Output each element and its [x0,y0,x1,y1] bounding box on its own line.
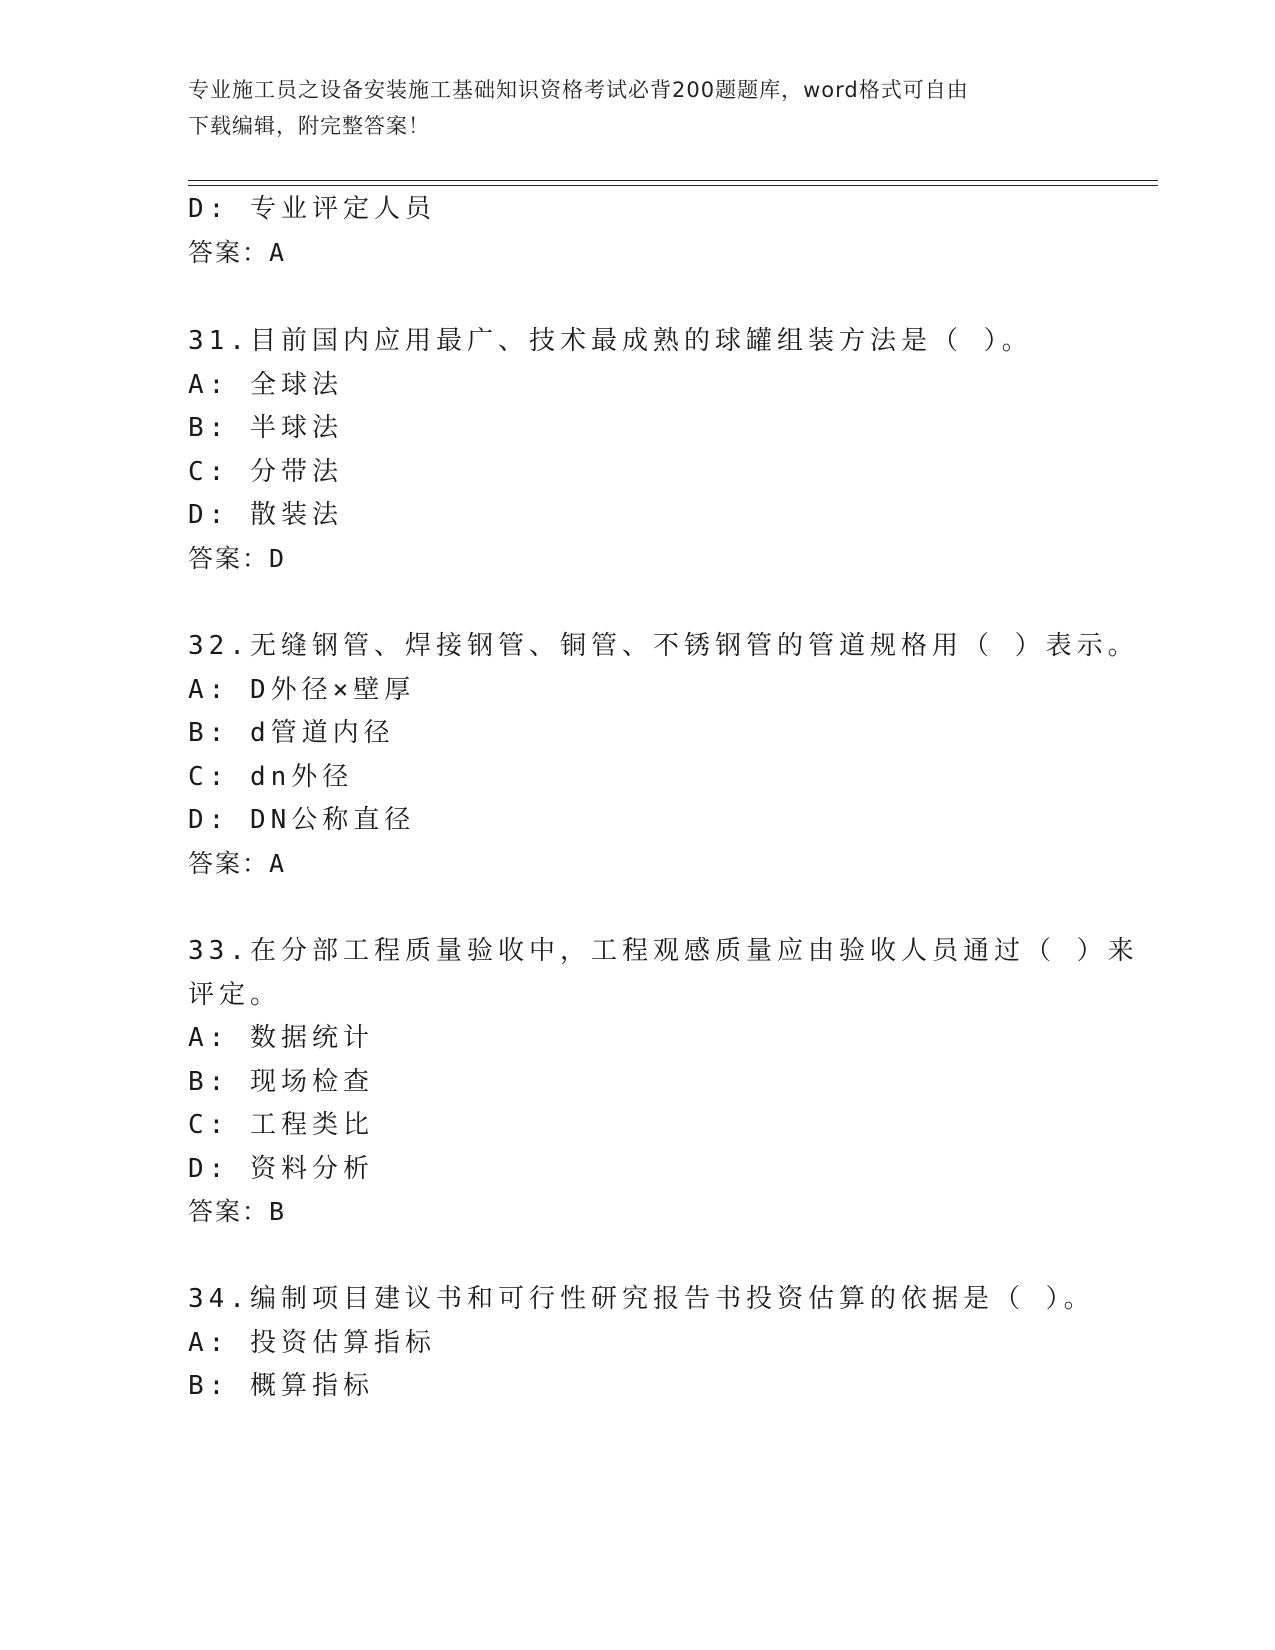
answer-label: 答案： [188,544,270,573]
answer-value: A [269,238,285,267]
question-33-answer [188,1195,284,1229]
answer-label: 答案： [188,849,270,878]
question-34-option-a: A: 投资估算指标 [188,1328,436,1358]
question-31-option-a: A: 全球法 [188,370,343,400]
question-33-stem-line-1: 33.在分部工程质量验收中，工程观感质量应由验收人员通过（ ）来 [188,936,1139,966]
question-31-stem: 31.目前国内应用最广、技术最成熟的球罐组装方法是（ ）。 [188,326,1033,356]
question-32-option-b: B: d管道内径 [188,718,395,748]
question-33-stem-line-2: 评定。 [188,980,282,1010]
question-33-option-b: B: 现场检查 [188,1067,374,1097]
question-32-answer [188,847,284,881]
prev-answer [188,236,284,270]
question-32-stem: 32.无缝钢管、焊接钢管、铜管、不锈钢管的管道规格用（ ）表示。 [188,631,1139,661]
header-divider-top [188,180,1158,181]
question-32-option-d: D: DN公称直径 [188,805,416,835]
header-line-1: 专业施工员之设备安装施工基础知识资格考试必背200题题库，word格式可自由 [188,78,969,102]
answer-label: 答案： [188,1197,270,1226]
question-32-option-a: A: D外径×壁厚 [188,675,416,705]
question-31-answer [188,542,284,576]
answer-value: D [269,544,285,573]
question-33-option-a: A: 数据统计 [188,1023,374,1053]
question-33-option-c: C: 工程类比 [188,1110,374,1140]
question-34-stem: 34.编制项目建议书和可行性研究报告书投资估算的依据是（ ）。 [188,1284,1095,1314]
question-31-option-d: D: 散装法 [188,500,343,530]
question-33-option-d: D: 资料分析 [188,1154,374,1184]
question-31-option-c: C: 分带法 [188,457,343,487]
header-divider-bottom [188,185,1158,186]
answer-label: 答案： [188,238,270,267]
question-34-option-b: B: 概算指标 [188,1371,374,1401]
prev-option-d: D: 专业评定人员 [188,194,436,224]
answer-value: A [269,849,285,878]
header-line-2: 下载编辑，附完整答案！ [188,114,430,138]
answer-value: B [269,1197,285,1226]
question-32-option-c: C: dn外径 [188,762,354,792]
question-31-option-b: B: 半球法 [188,413,343,443]
document-header [188,72,1088,144]
